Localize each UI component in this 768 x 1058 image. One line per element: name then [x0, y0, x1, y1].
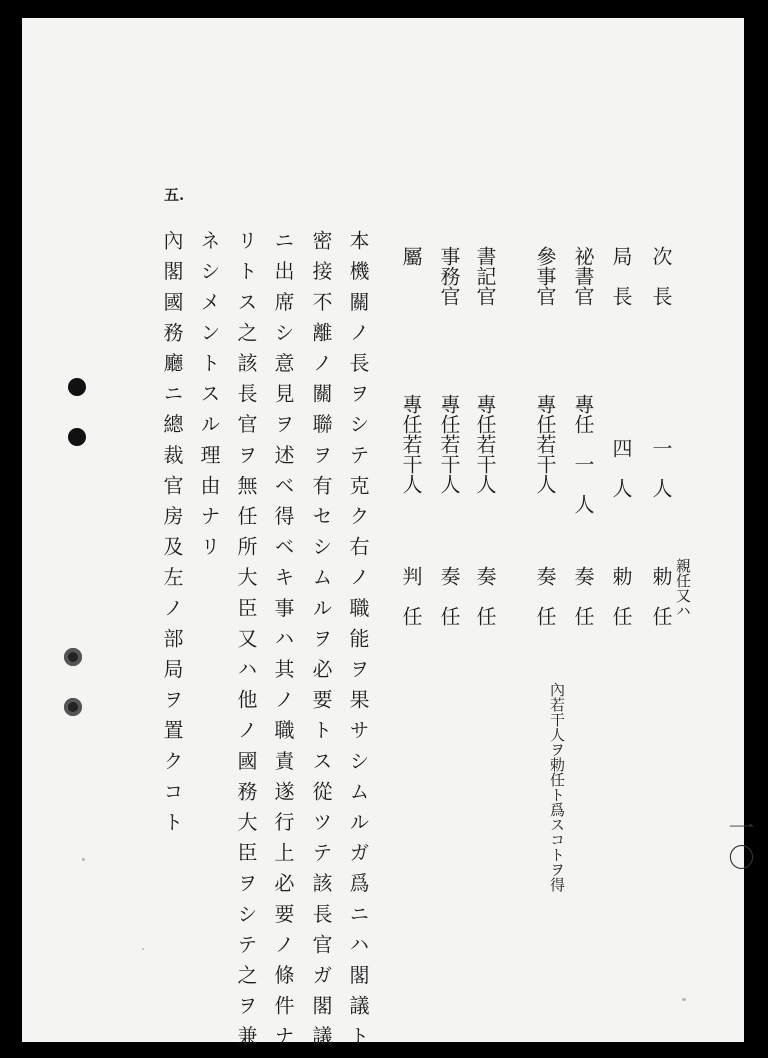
body-line: 本機關ノ長ヲシテ克ク右ノ職能ヲ果サシムルガ爲ニハ閣議ト	[346, 230, 370, 1057]
official-title: 次 長	[649, 246, 673, 306]
official-title: 參事官	[533, 246, 557, 306]
binding-hole	[68, 378, 86, 396]
official-rank: 奏 任	[571, 566, 595, 626]
paper-speck	[142, 948, 144, 950]
body-line: 內閣國務廳ニ總裁官房及左ノ部局ヲ置クコト	[160, 230, 184, 842]
official-title: 屬	[399, 246, 423, 266]
note-text: 內若干人ヲ勅任ト爲スコトヲ得	[548, 682, 566, 892]
official-title: 事務官	[437, 246, 461, 306]
official-count: 專任若干人	[399, 394, 423, 494]
binding-hole	[68, 428, 86, 446]
body-line: リトス之該長官ヲ無任所大臣又ハ他ノ國務大臣ヲシテ之ヲ兼	[234, 230, 258, 1057]
official-title: 局 長	[609, 246, 633, 306]
binding-hole	[64, 698, 82, 716]
section-mark: 五.	[164, 186, 185, 204]
official-count: 專任 一 人	[571, 394, 595, 514]
body-line: ネシメントスル理由ナリ	[197, 230, 221, 567]
page-number: 一〇	[724, 814, 754, 874]
body-line: 密接不離ノ關聯ヲ有セシムルヲ必要トス從ツテ該長官ガ閣議	[309, 230, 333, 1057]
official-count: 專任若干人	[473, 394, 497, 494]
body-line: ニ出席シ意見ヲ述ベ得ベキ事ハ其ノ職責遂行上必要ノ條件ナ	[271, 230, 295, 1057]
document-page	[22, 18, 754, 1057]
official-count: 專任若干人	[437, 394, 461, 494]
official-rank: 判 任	[399, 566, 423, 626]
official-rank: 奏 任	[437, 566, 461, 626]
official-rank: 勅 任	[649, 566, 673, 626]
binding-hole	[64, 648, 82, 666]
official-rank: 奏 任	[533, 566, 557, 626]
handwritten-note: 親任又ハ	[674, 558, 692, 618]
paper-speck	[82, 858, 85, 861]
official-rank: 勅 任	[609, 566, 633, 626]
official-title: 祕書官	[571, 246, 595, 306]
paper-speck	[682, 998, 686, 1001]
official-count: 專任若干人	[533, 394, 557, 494]
official-count: 一 人	[649, 438, 673, 498]
official-count: 四 人	[609, 438, 633, 498]
official-title: 書記官	[473, 246, 497, 306]
official-rank: 奏 任	[473, 566, 497, 626]
